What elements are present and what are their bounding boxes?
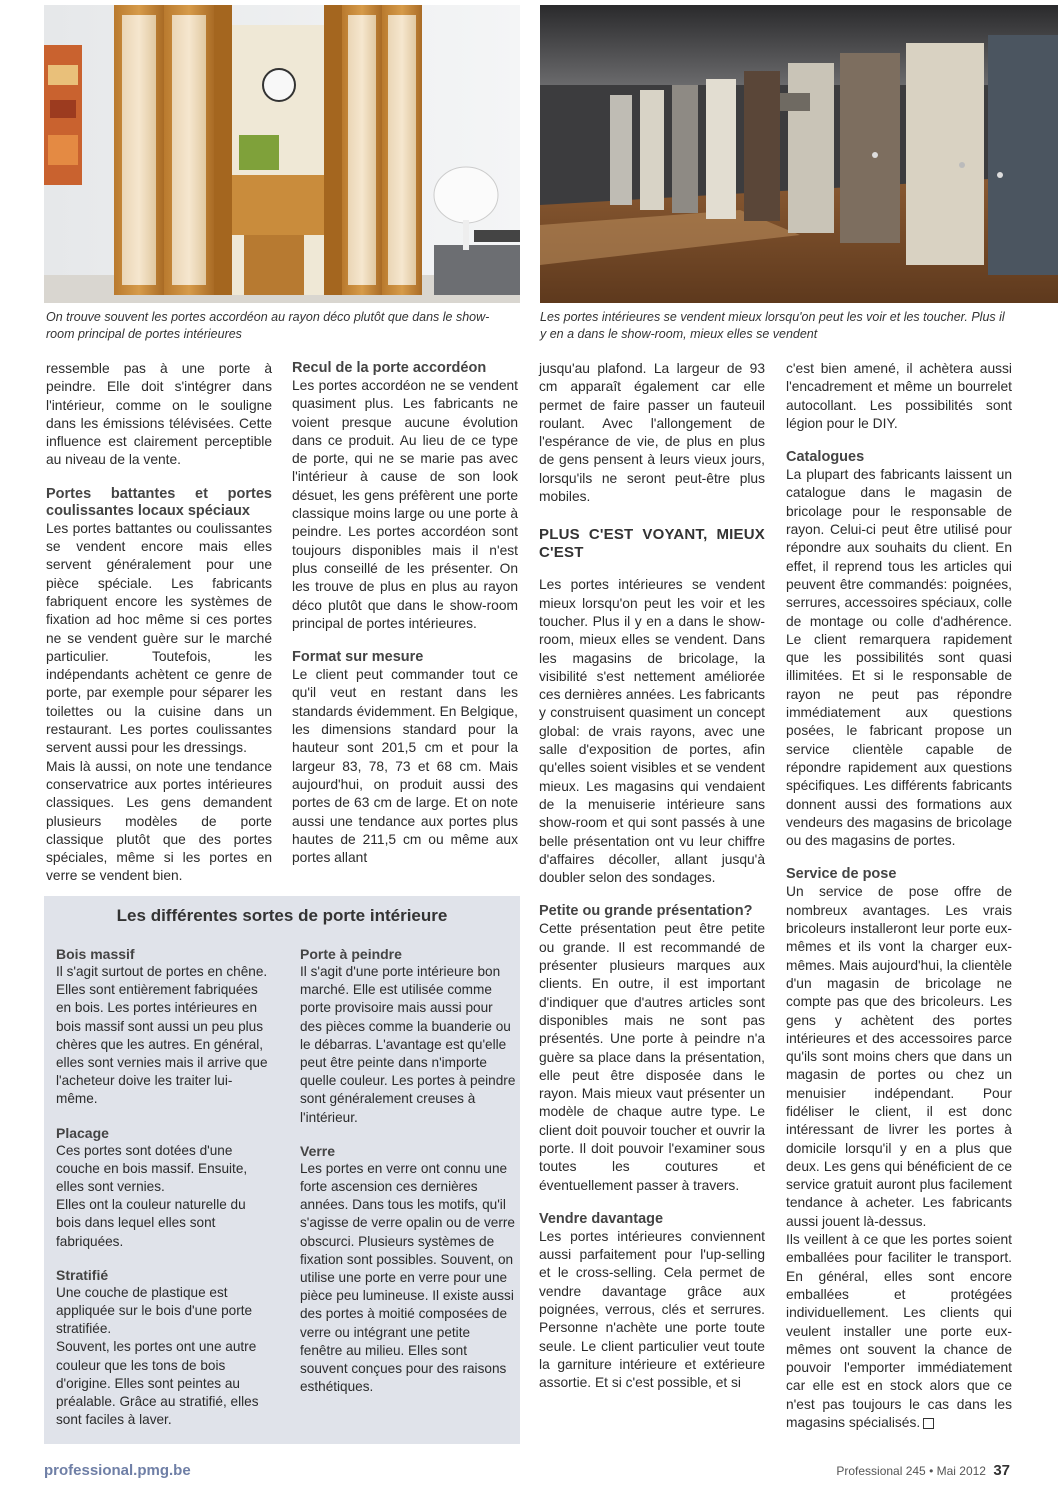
sidebar-title: Les différentes sortes de porte intérieure	[116, 906, 448, 925]
paragraph: Les portes intérieures se vendent mieux lorsqu'on peut les voir et les toucher. Plus il y en a dans le show-room, mieux elles se vendent. Dans les magasins de bricolage, la visibilité s'est nettement améliorée ces dernières années. Les fabricants y construisent quasiment un concept global: de vrais rayons, avec une salle d'exposition de portes, afin qu'elles soient visibles et se vendent mieux. Les magasins qui vendaient de la menuiserie intérieure sans show-room et qui sont passés à une belle présentation ont vu leur chiffre d'affaires décoller, allant jusqu'à doubler selon des sondages.	[539, 577, 765, 886]
end-mark-icon	[923, 1418, 934, 1429]
paragraph: Le client peut commander tout ce qu'il veut en restant dans les standards évidemment. En Belgique, les dimensions standard pour la hauteur sont 201,5 cm et pour la largeur 83, 78, 73 et 68 cm. Mais aujourd'hui, on produit aussi des portes de 63 cm de large. Et on note aussi une tendance aux portes plus hautes de 211,5 cm ou même aux portes allant	[292, 667, 518, 866]
paragraph-final	[786, 1231, 1012, 1432]
sidebar-heading-bois-massif: Bois massif	[56, 946, 135, 962]
sidebar-paragraph: Il s'agit d'une porte intérieure bon marché. Elle est utilisée comme porte provisoire mais aussi pour des pièces comme la buanderie ou le débarras. L'avantage est qu'elle peut être peinte dans n'importe quelle couleur. Les portes à peindre sont généralement creuses à l'intérieur.	[300, 964, 516, 1125]
sidebar-paragraph: Souvent, les portes ont une autre couleur que les tons de bois d'origine. Elles sont peintes au préalable. Grâce au stratifié, elles sont faciles à laver.	[56, 1339, 259, 1428]
section-heading-vendre: Vendre davantage	[539, 1210, 664, 1227]
paragraph: Les portes intérieures conviennent aussi parfaitement pour l'up-selling et le cross-selling. Cela permet de vendre davantage grâce aux poignées, verrous, clés et serrures. Personne n'achète une porte toute seule. Le client particulier veut toute la garniture intérieure et extérieure assortie. Et si c'est possible, et si	[539, 1228, 765, 1391]
paragraph: Mais là aussi, on note une tendance conservatrice aux portes intérieures classiques. Les gens demandent plusieurs modèles de porte classique plutôt que des portes spéciales, même si les portes en verre se vendent bien.	[46, 758, 272, 884]
sidebar-paragraph: Les portes en verre ont connu une forte ascension ces dernières années. Dans tous les motifs, qu'il s'agisse de verre opalin ou de verre obscurci. Plusieurs systèmes de fixation sont possibles. Souvent, on utilise une porte en verre pour une pièce peu lumineuse. Il existe aussi des portes à moitié composées de verre ou intégrant une petite fenêtre au milieu. Elles sont souvent conçues pour des raisons esthétiques.	[300, 1160, 515, 1395]
sidebar-door-types	[44, 896, 520, 1444]
paragraph: La plupart des fabricants laissent un catalogue dans le magasin de bricolage pour le responsable de rayon. Celui-ci peut être utilisé pour répondre aux souhaits du client. En effet, il reprend tous les articles qui peuvent être commandés: poignées, serrures, accessoires spéciaux, colle de montage ou colle d'adhérence. Le client remarquera rapidement que les possibilités sont quasi illimitées. Et si le responsable de rayon ne peut pas répondre immédiatement aux questions posées, le fabricant propose un service clientèle capable de répondre rapidement aux questions spécifiques. Les différents fabricants donnent aussi des formations aux vendeurs des magasins de bricolage ou des magasins de portes.	[786, 467, 1012, 849]
photo-showroom	[540, 5, 1058, 303]
page-number: 37	[993, 1462, 1010, 1479]
paragraph: Les portes accordéon ne se vendent quasiment plus. Les fabricants ne voient presque aucune évolution dans ce produit. Au lieu de ce type de porte, qui ne se marie pas avec l'intérieur à cause de son look désuet, les gens préfèrent une porte classique moins large ou une porte à peindre. Les portes accordéon sont toujours disponibles mais il n'est plus conseillé de les présenter. On les trouve de plus en plus au rayon déco plutôt que dans le show-room principal de portes intérieures.	[292, 378, 518, 631]
section-heading-catalogues: Catalogues	[786, 449, 865, 466]
article-column-1	[46, 360, 272, 886]
sidebar-paragraph: Elles ont la couleur naturelle du bois dans lequel elles sont fabriquées.	[56, 1197, 246, 1249]
footer-issue-info	[836, 1462, 1010, 1479]
section-heading-battantes: Portes battantes et portes coulissantes locaux spéciaux	[46, 485, 272, 519]
paragraph: Un service de pose offre de nombreux avantages. Les vrais bricoleurs installeront leur porte eux-mêmes et ils vont la charger eux-mêmes. Mais aujourd'hui, la clientèle d'un magasin de bricolage ne compte pas que des bricoleurs. Les gens y achètent des portes intérieures et des accessoires parce qu'ils sont moins chers que dans un magasin de portes ou chez un menuisier indépendant. Pour fidéliser le client, il est donc intéressant de livrer les portes à domicile lorsqu'il y en a plus que deux. Les gens qui bénéficient de ce service gratuit auront plus facilement tendance à acheter. Les fabricants aussi jouent là-dessus.	[786, 884, 1012, 1229]
paragraph: c'est bien amené, il achètera aussi l'encadrement et même un bourrelet autocollant. Les possibilités sont légion pour le DIY.	[786, 361, 1012, 431]
left-photo-caption: On trouve souvent les portes accordéon au rayon déco plutôt que dans le show-room principal de portes intérieures	[46, 310, 490, 341]
photo-accordion-door	[44, 5, 520, 303]
article-column-3	[539, 360, 765, 1393]
accordion-door-illustration	[44, 5, 520, 303]
footer-site-link[interactable]: professional.pmg.be	[44, 1462, 191, 1479]
showroom-illustration	[540, 5, 1058, 303]
section-heading-presentation: Petite ou grande présentation?	[539, 903, 753, 920]
section-heading-pose: Service de pose	[786, 866, 897, 883]
sidebar-paragraph: Il s'agit surtout de portes en chêne. Elles sont entièrement fabriquées en bois. Les portes intérieures en bois massif sont aussi un peu plus chères que les autres. En général, elles sont vernies mais il arrive que l'acheteur doive les traiter lui-même.	[56, 964, 268, 1107]
sidebar-column-right	[300, 946, 516, 1396]
sidebar-paragraph: Une couche de plastique est appliquée sur le bois d'une porte stratifiée.	[56, 1284, 253, 1337]
sidebar-heading-stratifie: Stratifié	[56, 1266, 109, 1283]
sidebar-heading-verre: Verre	[300, 1142, 336, 1159]
footer-issue: Professional 245 • Mai 2012	[836, 1464, 986, 1478]
sidebar-heading-porte-a-peindre: Porte à peindre	[300, 946, 402, 962]
paragraph: ressemble pas à une porte à peindre. Elle doit s'intégrer dans l'intérieur, comme on le souligne dans les émissions télévisées. Cette influence est clairement perceptible au niveau de la vente.	[46, 361, 272, 468]
article-column-4	[786, 360, 1012, 1432]
sidebar-paragraph: Ces portes sont dotées d'une couche en bois massif. Ensuite, elles sont vernies.	[56, 1142, 248, 1195]
sidebar-heading-placage: Placage	[56, 1124, 109, 1141]
paragraph: Les portes battantes ou coulissantes se vendent encore mais elles servent généralement pour une pièce spéciale. Les fabricants fabriquent encore les systèmes de fixation ad hoc même si ces portes ne se vendent guère sur le marché particulier. Toutefois, les indépendants achètent ce genre de porte, par exemple pour séparer les toilettes ou la cuisine dans un restaurant. Les portes coulissantes servent aussi pour les dressings.	[46, 520, 272, 756]
section-heading-accordeon: Recul de la porte accordéon	[292, 360, 487, 376]
final-text: Ils veillent à ce que les portes soient emballées pour faciliter le transport. En général, elles sont encore emballées et protégées individuellement. Les clients qui veulent installer une porte eux-mêmes ont souvent la chance de pouvoir l'emporter immédiatement car elle est en stock alors que ce n'est pas toujours le cas dans les magasins spécialisés.	[786, 1232, 1012, 1431]
right-photo-caption: Les portes intérieures se vendent mieux lorsqu'on peut les voir et les toucher. Plus il y en a dans le show-room, mieux elles se vendent	[540, 310, 1005, 341]
article-column-2	[292, 360, 518, 867]
main-heading-voyant: PLUS C'EST VOYANT, MIEUX C'EST	[539, 526, 765, 562]
sidebar-column-left	[56, 946, 268, 1429]
section-heading-format: Format sur mesure	[292, 649, 424, 666]
paragraph: Cette présentation peut être petite ou grande. Il est recommandé de présenter plusieurs marques aux clients. En outre, il est important d'indiquer que d'autres articles sont disponibles mais ne sont pas présentés. Une porte à peindre n'a guère sa place dans la présentation, elle peut être disposée dans le rayon. Mais mieux vaut présenter un modèle de chaque autre type. Le client doit pouvoir toucher et ouvrir la porte. Il doit pouvoir l'examiner sous toutes les coutures et éventuellement passer à travers.	[539, 921, 765, 1193]
paragraph: jusqu'au plafond. La largeur de 93 cm apparaît également car elle permet de faire passer un fauteuil roulant. Avec l'allongement de l'espérance de vie, de plus en plus de gens pensent à leurs vieux jours, lorsqu'ils ne seront peut-être plus mobiles.	[539, 361, 765, 505]
